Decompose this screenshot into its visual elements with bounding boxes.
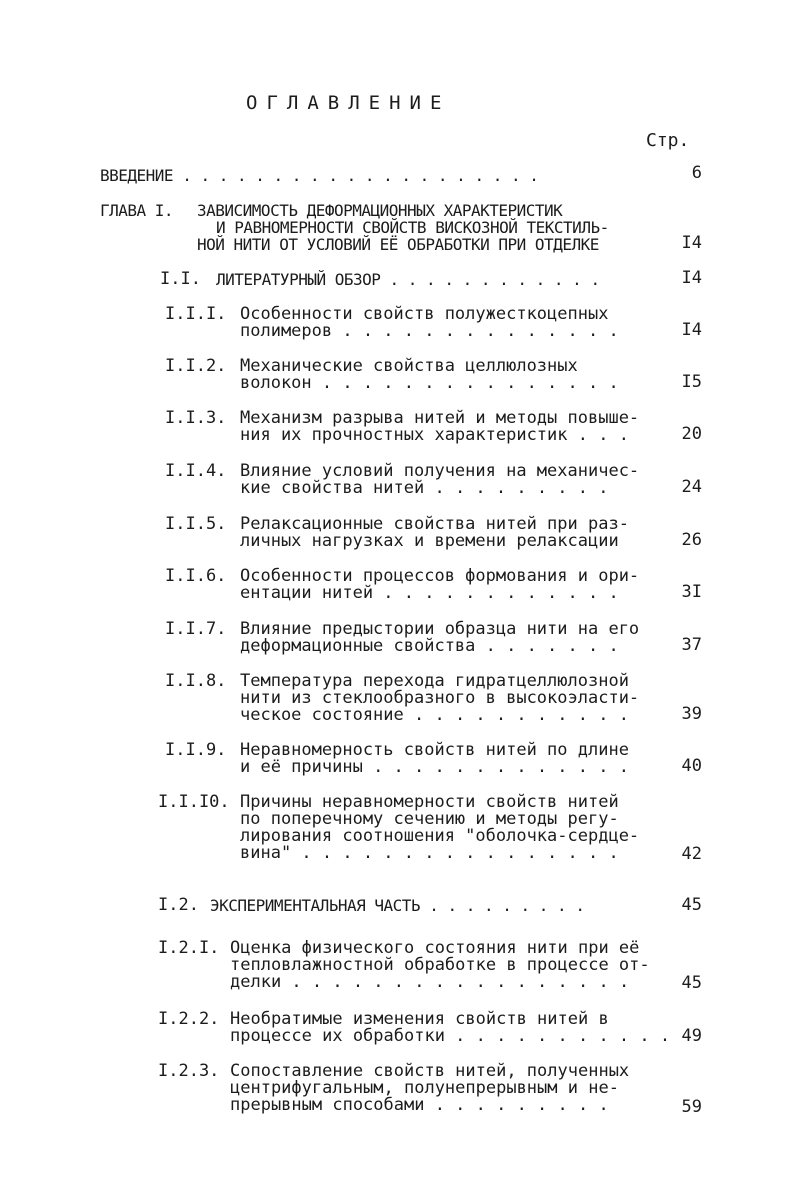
dot-leader: . . . . . . . . . [420,896,585,915]
toc-section-number: I.I.2. [165,356,227,376]
toc-entry-line [240,845,619,862]
toc-entry-text: прерывным способами [230,1095,425,1115]
toc-entry-line [240,323,619,340]
toc-entry-text: Сопоставление свойств нитей, полученных [230,1061,630,1081]
toc-entry-text: Особенности свойств полужесткоцепных [240,304,609,324]
toc-page-number: 45 [681,895,702,915]
dot-leader: . . . . . . . [475,636,619,656]
dot-leader: . . . . . . . . . . . . [373,583,619,603]
toc-entry-text: вина" [240,843,292,863]
dot-leader: . . . . . . . . . . . . . . . . . . . . [173,166,539,185]
toc-page-number: I4 [681,233,702,253]
toc-entry-line [210,897,584,914]
dot-leader: . . . . . . . . . . . [444,1026,671,1046]
toc-page-number: 40 [681,756,702,776]
dot-leader: . . . . . . . . . . . . . [362,757,629,777]
dot-leader: . . . [567,425,629,445]
page-column-header: Стр. [646,130,690,151]
toc-entry-text: делки [230,972,282,992]
toc-entry-line [240,585,619,602]
toc-entry-line [230,1097,609,1114]
toc-entry-text: деформационные свойства [240,636,476,656]
toc-entry-text: Причины неравномерности свойств нитей [240,792,619,812]
toc-page-number: I4 [681,268,702,288]
toc-entry-text: ЛИТЕРАТУРНЫЙ ОБЗОР [216,270,381,289]
toc-entry-text: волокон [240,373,312,393]
toc-chapter-number: ГЛАВА I. [100,201,174,220]
toc-entry-text: лирования соотношения "оболочка-сердце- [240,826,640,846]
toc-page-number: 39 [681,704,702,724]
toc-section-number: I.I. [160,269,201,289]
toc-entry-line [240,480,608,497]
toc-page-number: 24 [681,477,702,497]
toc-entry-text: Температура перехода гидратцеллюлозной [240,671,629,691]
toc-entry-text: ВВЕДЕНИЕ [100,166,174,185]
toc-page-number: 59 [681,1097,702,1117]
dot-leader: . . . . . . . . . . . . . . . . [291,843,619,863]
dot-leader: . . . . . . . . . . . . [380,270,600,289]
toc-entry-text: и её причины [240,757,363,777]
toc-entry-line [240,759,629,776]
toc-page-number: I5 [681,372,702,392]
toc-section-number: I.I.I0. [158,792,230,812]
dot-leader: . . . . . . . . . [424,1095,609,1115]
toc-page-number: 20 [681,424,702,444]
toc-entry-text: Релаксационные свойства нитей при раз- [240,514,629,534]
toc-entry-text: ния их прочностных характеристик [240,425,568,445]
toc-section-number: I.I.5. [165,514,227,534]
toc-entry-line [240,533,619,550]
toc-entry-text: Оценка физического состояния нити при её [230,938,640,958]
toc-section-number: I.2.2. [158,1009,220,1029]
toc-entry-text: ЗАВИСИМОСТЬ ДЕФОРМАЦИОННЫХ ХАРАКТЕРИСТИК [197,201,563,220]
toc-entry-text: Влияние условий получения на механичес- [240,461,640,481]
toc-entry-text: по поперечному сечению и методы регу- [240,809,619,829]
toc-entry-text: Неравномерность свойств нитей по длине [240,740,629,760]
toc-entry-text: ческое состояние [240,705,404,725]
toc-entry-line [240,427,629,444]
toc-section-number: I.I.7. [165,619,227,639]
toc-entry-intro [100,167,538,184]
toc-entry-text: Механизм разрыва нитей и методы повыше- [240,408,640,428]
toc-section-number: I.I.I. [165,304,227,324]
toc-entry-text: тепловлажностной обработке в процессе от- [230,955,650,975]
toc-page-number: 6 [691,163,702,183]
toc-page-number: 42 [681,844,702,864]
toc-entry-text: ЭКСПЕРИМЕНТАЛЬНАЯ ЧАСТЬ [210,896,421,915]
toc-page-number: 37 [681,635,702,655]
dot-leader: . . . . . . . . . . . . . . . . . [281,972,630,992]
toc-entry-text: НОЙ НИТИ ОТ УСЛОВИЙ ЕЁ ОБРАБОТКИ ПРИ ОТДЕЛКЕ [197,235,599,254]
toc-entry-text: Механические свойства целлюлозных [240,356,578,376]
toc-entry-text: ентации нитей [240,583,374,603]
toc-section-number: I.2.I. [158,938,220,958]
toc-entry-text: кие свойства нитей [240,478,425,498]
toc-entry-text: центрифугальным, полунепрерывным и не- [230,1078,619,1098]
page-title: ОГЛАВЛЕНИЕ [246,92,451,114]
toc-entry-text: полимеров [240,321,333,341]
toc-entry-text: Особенности процессов формования и ори- [240,566,640,586]
toc-section-number: I.I.4. [165,461,227,481]
toc-entry-text: нити из стеклообразного в высокоэласти- [240,688,640,708]
toc-entry-line [230,974,629,991]
toc-entry-line [230,1028,670,1045]
dot-leader: . . . . . . . . . . . . . . [332,321,619,341]
dot-leader: . . . . . . . . . [424,478,609,498]
toc-page-number: 26 [681,530,702,550]
toc-section-number: I.I.6. [165,566,227,586]
toc-entry-text: Необратимые изменения свойств нитей в [230,1009,609,1029]
toc-section-number: I.2.3. [158,1061,220,1081]
dot-leader: . . . . . . . . . . . . . . . [311,373,619,393]
toc-section-number: I.I.8. [165,671,227,691]
toc-section-number: I.2. [158,895,199,915]
toc-entry-line [216,271,600,288]
toc-entry-line [240,638,619,655]
toc-entry-line [240,707,629,724]
toc-page-number: 45 [681,973,702,993]
toc-page-number: I4 [681,320,702,340]
toc-page-number: 3I [681,582,702,602]
toc-entry-line [240,375,619,392]
toc-entry-text: И РАВНОМЕРНОСТИ СВОЙСТВ ВИСКОЗНОЙ ТЕКСТИЛЬ- [216,218,609,237]
toc-section-number: I.I.9. [165,740,227,760]
toc-section-number: I.I.3. [165,408,227,428]
toc-entry-text: личных нагрузках и времени релаксации [240,531,619,551]
toc-entry-text: Влияние предыстории образца нити на его [240,619,640,639]
toc-entry-text: процессе их обработки [230,1026,445,1046]
toc-page-number: 49 [681,1026,702,1046]
dot-leader: . . . . . . . . . . . [403,705,629,725]
